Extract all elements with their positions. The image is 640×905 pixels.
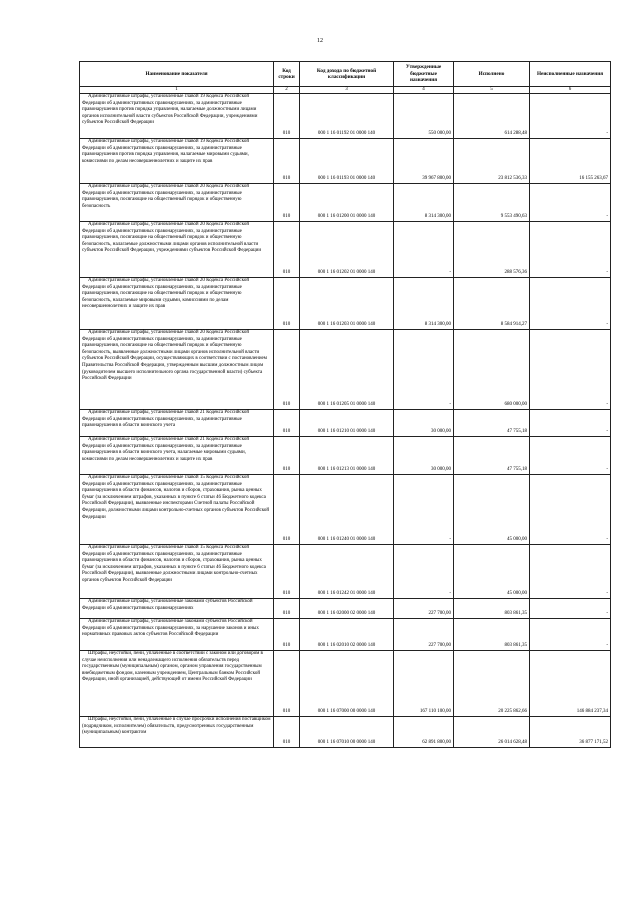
table-row — [80, 717, 611, 748]
budget-execution-table — [79, 61, 611, 748]
row-line-code: 010 — [274, 278, 300, 330]
row-remaining-amount: - — [530, 330, 611, 410]
row-remaining-amount: - — [530, 437, 611, 475]
row-approved-amount: 550 000,00 — [394, 94, 454, 139]
row-indicator-name: Административные штрафы, установленные главой 15 Кодекса Российской Федерации об административных правонарушениях, за административные правонарушения в области финансов, налогов и сборов, страхования, рынка ценных бумаг (за исключением штрафов, указанных в пункте 6 статьи 46 Бюджетного кодекса Российской Федерации), выявленные должностными лицами контрольно-счетных органов субъектов Российской Федерации — [80, 545, 274, 599]
column-number: 4 — [394, 87, 454, 94]
row-approved-amount: 62 891 800,00 — [394, 717, 454, 748]
table-body — [80, 94, 611, 748]
row-line-code: 010 — [274, 94, 300, 139]
page-number: 12 — [317, 38, 323, 44]
row-approved-amount: 167 110 100,00 — [394, 651, 454, 717]
row-budget-code: 000 1 16 01205 01 0000 140 — [300, 330, 394, 410]
table-row — [80, 599, 611, 619]
row-executed-amount: 803 861,35 — [454, 599, 530, 619]
table-row — [80, 139, 611, 184]
table-row — [80, 475, 611, 545]
row-budget-code: 000 1 16 01192 01 0000 140 — [300, 94, 394, 139]
row-executed-amount: 288 576,36 — [454, 222, 530, 278]
row-remaining-amount: - — [530, 545, 611, 599]
row-remaining-amount: - — [530, 278, 611, 330]
row-remaining-amount: - — [530, 599, 611, 619]
row-approved-amount: 30 000,00 — [394, 437, 454, 475]
row-approved-amount: 8 314 300,00 — [394, 278, 454, 330]
row-approved-amount: 8 314 300,00 — [394, 184, 454, 222]
table-row — [80, 330, 611, 410]
row-executed-amount: 45 000,00 — [454, 545, 530, 599]
row-approved-amount: - — [394, 330, 454, 410]
row-remaining-amount: - — [530, 184, 611, 222]
row-budget-code: 000 1 16 07010 00 0000 140 — [300, 717, 394, 748]
row-budget-code: 000 1 16 01202 01 0000 140 — [300, 222, 394, 278]
row-line-code: 010 — [274, 619, 300, 651]
row-approved-amount: 227 700,00 — [394, 599, 454, 619]
row-indicator-name: Административные штрафы, установленные главой 19 Кодекса Российской Федерации об административных правонарушениях, за административные правонарушения против порядка управления, налагаемые мировыми судьями, комиссиями по делам несовершеннолетних и защите их прав — [80, 139, 274, 184]
row-indicator-name: Административные штрафы, установленные главой 19 Кодекса Российской Федерации об административных правонарушениях, за административные правонарушения против порядка управления, налагаемые должностными лицами органов исполнительной власти субъектов Российской Федерации, учреждениями субъектов Российской Федерации — [80, 94, 274, 139]
row-line-code: 010 — [274, 330, 300, 410]
column-number: 6 — [530, 87, 611, 94]
row-approved-amount: - — [394, 222, 454, 278]
column-number-row — [80, 87, 611, 94]
row-indicator-name: Штрафы, неустойки, пени, уплаченные в случае просрочки исполнения поставщиком (подрядчиком, исполнителем) обязательств, предусмотренных государственным (муниципальным) контрактом — [80, 717, 274, 748]
row-line-code: 010 — [274, 475, 300, 545]
row-budget-code: 000 1 16 01200 01 0000 140 — [300, 184, 394, 222]
row-executed-amount: 9 553 490,63 — [454, 184, 530, 222]
col-header-remaining: Неисполненные назначения — [530, 62, 611, 87]
row-line-code: 010 — [274, 545, 300, 599]
row-remaining-amount: - — [530, 94, 611, 139]
row-line-code: 010 — [274, 717, 300, 748]
header-row — [80, 62, 611, 87]
table-row — [80, 651, 611, 717]
row-approved-amount: 227 700,00 — [394, 619, 454, 651]
row-line-code: 010 — [274, 437, 300, 475]
row-budget-code: 000 1 16 01213 01 0000 140 — [300, 437, 394, 475]
row-line-code: 010 — [274, 139, 300, 184]
row-executed-amount: 680 000,00 — [454, 330, 530, 410]
table-row — [80, 619, 611, 651]
row-approved-amount: - — [394, 545, 454, 599]
row-approved-amount: 39 967 800,00 — [394, 139, 454, 184]
row-approved-amount: - — [394, 475, 454, 545]
row-line-code: 010 — [274, 410, 300, 437]
row-indicator-name: Административные штрафы, установленные главой 20 Кодекса Российской Федерации об административных правонарушениях, за административные правонарушения, посягающие на общественный порядок и общественную безопасность, налагаемые должностными лицами органов исполнительной власти субъектов Российской Федерации, учреждениями субъектов Российской Федерации — [80, 222, 274, 278]
row-indicator-name: Административные штрафы, установленные законами субъектов Российской Федерации об административных правонарушениях — [80, 599, 274, 619]
row-indicator-name: Административные штрафы, установленные главой 21 Кодекса Российской Федерации об административных правонарушениях, за административные правонарушения в области воинского учета, налагаемые мировыми судьями, комиссиями по делам несовершеннолетних и защите их прав — [80, 437, 274, 475]
row-budget-code: 000 1 16 02010 02 0000 140 — [300, 619, 394, 651]
row-budget-code: 000 1 16 01193 01 0000 140 — [300, 139, 394, 184]
row-approved-amount: 30 000,00 — [394, 410, 454, 437]
row-remaining-amount: - — [530, 619, 611, 651]
row-line-code: 010 — [274, 184, 300, 222]
table-row — [80, 545, 611, 599]
col-header-executed: Исполнено — [454, 62, 530, 87]
row-executed-amount: 47 755,18 — [454, 437, 530, 475]
row-executed-amount: 45 000,00 — [454, 475, 530, 545]
row-executed-amount: 8 584 914,27 — [454, 278, 530, 330]
table-row — [80, 94, 611, 139]
table-row — [80, 278, 611, 330]
row-executed-amount: 47 755,18 — [454, 410, 530, 437]
col-header-name: Наименование показателя — [80, 62, 274, 87]
row-indicator-name: Административные штрафы, установленные главой 20 Кодекса Российской Федерации об административных правонарушениях, за административные правонарушения, посягающие на общественный порядок и общественную безопасность — [80, 184, 274, 222]
row-remaining-amount: - — [530, 410, 611, 437]
row-remaining-amount: - — [530, 222, 611, 278]
column-number: 3 — [300, 87, 394, 94]
row-indicator-name: Административные штрафы, установленные главой 15 Кодекса Российской Федерации об административных правонарушениях, за административные правонарушения в области финансов, налогов и сборов, страхования, рынка ценных бумаг (за исключением штрафов, указанных в пункте 6 статьи 46 Бюджетного кодекса Российской Федерации), выявленные инспекторами Счетной палаты Российской Федерации, должностными лицами контрольно-счетных органов субъектов Российской Федерации — [80, 475, 274, 545]
row-executed-amount: 20 225 862,66 — [454, 651, 530, 717]
row-budget-code: 000 1 16 01203 01 0000 140 — [300, 278, 394, 330]
row-remaining-amount: - — [530, 475, 611, 545]
row-indicator-name: Административные штрафы, установленные главой 20 Кодекса Российской Федерации об административных правонарушениях, за административные правонарушения, посягающие на общественный порядок и общественную безопасность, налагаемые мировыми судьями, комиссиями по делам несовершеннолетних и защите их прав — [80, 278, 274, 330]
row-executed-amount: 23 812 536,33 — [454, 139, 530, 184]
col-header-budget-code: Код дохода по бюджетной классификации — [300, 62, 394, 87]
row-indicator-name: Штрафы, неустойки, пени, уплаченные в соответствии с законом или договором в случае неисполнения или ненадлежащего исполнения обязательств перед государственным (муниципальным) органом, органом управления государственным внебюджетным фондом, казенным учреждением, Центральным банком Российской Федерации, иной организацией, действующей от имени Российской Федерации — [80, 651, 274, 717]
row-line-code: 010 — [274, 222, 300, 278]
table-row — [80, 184, 611, 222]
row-budget-code: 000 1 16 01210 01 0000 140 — [300, 410, 394, 437]
table-row — [80, 222, 611, 278]
row-line-code: 010 — [274, 651, 300, 717]
row-budget-code: 000 1 16 07000 00 0000 140 — [300, 651, 394, 717]
column-number: 2 — [274, 87, 300, 94]
row-executed-amount: 803 861,35 — [454, 619, 530, 651]
row-budget-code: 000 1 16 01242 01 0000 140 — [300, 545, 394, 599]
row-executed-amount: 26 014 628,48 — [454, 717, 530, 748]
row-indicator-name: Административные штрафы, установленные главой 20 Кодекса Российской Федерации об административных правонарушениях, за административные правонарушения, посягающие на общественный порядок и общественную безопасность, выявленные должностными лицами органов исполнительной власти субъектов Российской Федерации, осуществляющих в соответствии с постановлением Правительства Российской Федерации, утвержденным высшим должностным лицом (руководителем высшего исполнительного органа государственной власти) субъекта Российской Федерации — [80, 330, 274, 410]
row-budget-code: 000 1 16 02000 02 0000 140 — [300, 599, 394, 619]
row-remaining-amount: 16 155 263,67 — [530, 139, 611, 184]
column-number: 5 — [454, 87, 530, 94]
row-indicator-name: Административные штрафы, установленные главой 21 Кодекса Российской Федерации об административных правонарушениях, за административные правонарушения в области воинского учета — [80, 410, 274, 437]
row-remaining-amount: 36 877 171,52 — [530, 717, 611, 748]
row-executed-amount: 614 288,48 — [454, 94, 530, 139]
row-indicator-name: Административные штрафы, установленные законами субъектов Российской Федерации об административных правонарушениях, за нарушение законов и иных нормативных правовых актов субъектов Российской Федерации — [80, 619, 274, 651]
col-header-line-code: Код строки — [274, 62, 300, 87]
col-header-approved: Утвержденные бюджетные назначения — [394, 62, 454, 87]
column-number: 1 — [80, 87, 274, 94]
row-remaining-amount: 146 884 237,34 — [530, 651, 611, 717]
table-row — [80, 437, 611, 475]
row-budget-code: 000 1 16 01240 01 0000 140 — [300, 475, 394, 545]
row-line-code: 010 — [274, 599, 300, 619]
table-row — [80, 410, 611, 437]
